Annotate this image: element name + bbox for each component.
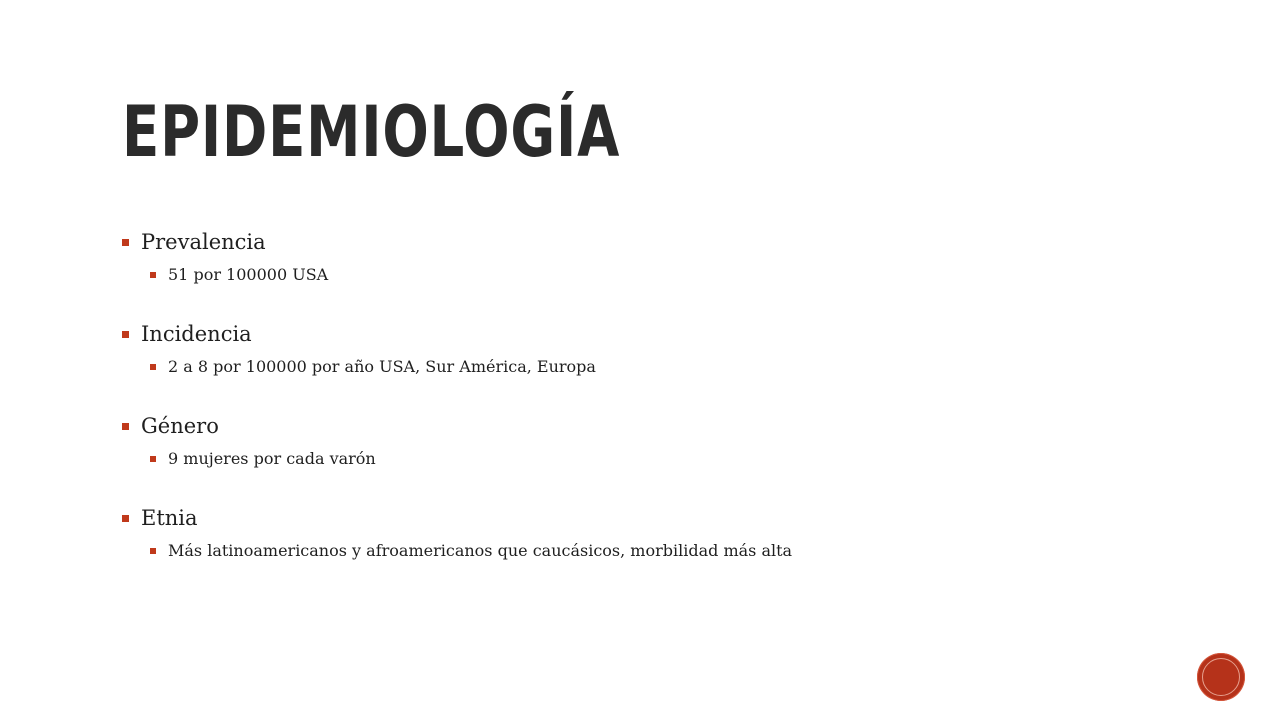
- sub-bullet-item: [150, 540, 1122, 562]
- section-prevalencia: [122, 228, 1122, 286]
- bullet-item: [122, 412, 1122, 440]
- bullet-heading: Género: [141, 414, 219, 438]
- slide-title: EPIDEMIOLOGÍA: [122, 91, 621, 173]
- bullet-item: [122, 320, 1122, 348]
- bullet-heading: Prevalencia: [141, 230, 266, 254]
- sub-bullet-item: [150, 356, 1122, 378]
- square-bullet-icon: [122, 423, 129, 430]
- square-bullet-icon: [122, 515, 129, 522]
- section-incidencia: [122, 320, 1122, 378]
- square-bullet-icon: [122, 239, 129, 246]
- bullet-item: [122, 504, 1122, 532]
- section-etnia: [122, 504, 1122, 562]
- square-bullet-icon: [122, 331, 129, 338]
- section-genero: [122, 412, 1122, 470]
- next-slide-button[interactable]: [1197, 653, 1245, 701]
- sub-bullet-text: 51 por 100000 USA: [168, 265, 329, 284]
- bullet-list: [122, 228, 1122, 596]
- square-bullet-icon: [150, 364, 156, 370]
- sub-bullet-item: [150, 264, 1122, 286]
- square-bullet-icon: [150, 548, 156, 554]
- bullet-heading: Etnia: [141, 506, 198, 530]
- sub-bullet-text: 2 a 8 por 100000 por año USA, Sur América, Europa: [168, 357, 596, 376]
- square-bullet-icon: [150, 456, 156, 462]
- sub-bullet-text: 9 mujeres por cada varón: [168, 449, 376, 468]
- sub-bullet-item: [150, 448, 1122, 470]
- bullet-item: [122, 228, 1122, 256]
- sub-bullet-text: Más latinoamericanos y afroamericanos que caucásicos, morbilidad más alta: [168, 541, 793, 560]
- square-bullet-icon: [150, 272, 156, 278]
- next-slide-circle-icon: [1202, 658, 1240, 696]
- bullet-heading: Incidencia: [141, 322, 252, 346]
